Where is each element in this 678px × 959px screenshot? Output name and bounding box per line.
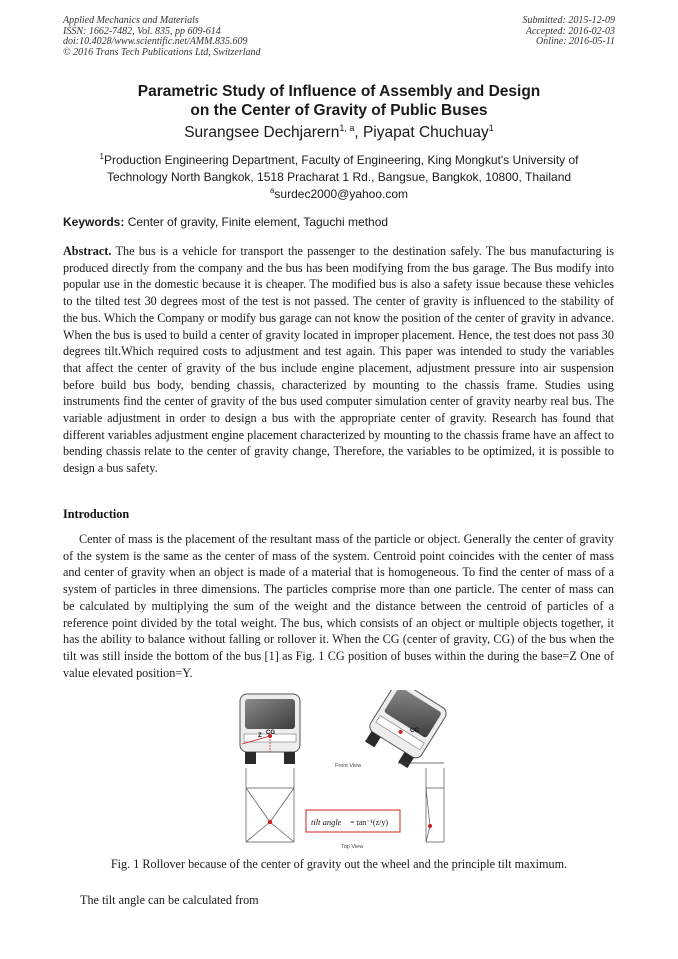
top-view-right [426,768,444,842]
abstract-label: Abstract. [63,244,112,258]
author-email [40,186,638,201]
label-z: Z [258,733,262,739]
upright-bus [240,694,300,764]
submitted-date: Submitted: 2015-12-09 [522,15,615,26]
abstract-text: The bus is a vehicle for transport the passenger to the destination safely. The bus manufacturing is produced directly from the company and the bus has been modifying from the bus garage. The Bus modify into popular use in the domestic because it is cheaper. The modified bus is also a safety issue because these vehicles to the tilted test 30 degrees most of the test is not passed. The center of gravity is influenced to the stability of the bus. Which the Company or modify bus garage can not know the position of the center of gravity in advance. When the bus is used to build a center of gravity located in improper placement. Hence, the test does not pass 30 degrees tilt.Which required costs to adjustment and test again. This paper was intended to study the variables that affect the center of gravity of the bus include engine placement, adjustment pressure into air suspension before build bus body, bending chassis, characterized by mounting to the chassis frame. Studies using instruments find the center of gravity of the bus used computer simulation center of gravity nearby real bus. The variable adjustment in order to design a bus with the appropriate center of gravity. Research has found that different variables adjustment engine placement characterized by mounting to the chassis frame have an affect to bending chassis relate to the center of gravity change, Therefore, the variables to be optimized, it is possible to design a bus safety. [63,244,615,476]
top-view-left [246,768,294,842]
formula-lhs: tilt angle [311,817,342,827]
affiliation-sup: 1 [99,152,104,161]
author-2: Piyapat Chuchuay [362,124,489,142]
front-view-label: Front View [335,763,362,769]
keywords-text: Center of gravity, Finite element, Taguchi method [127,215,389,229]
keywords [63,215,623,229]
keywords-label: Keywords: [63,215,125,229]
journal-name: Applied Mechanics and Materials [63,15,199,26]
cg-marker-top-right [428,824,432,828]
cg-marker-top-left [268,820,272,824]
top-view-label: Top View [341,844,364,850]
author-list [40,123,638,142]
author-2-sup: 1 [488,123,494,133]
tilt-angle-intro: The tilt angle can be calculated from [80,893,259,907]
author-separator: , [354,124,363,142]
affiliation-text: Production Engineering Department, Faculty of Engineering, King Mongkut's University of Technology North Bangkok, 1518 Pracharat 1 Rd., Bangsue, Bangkok, 10800, Thailand [103,153,579,184]
journal-info [63,16,261,58]
issn-line: ISSN: 1662-7482, Vol. 835, pp 609-614 [63,25,221,37]
figure-caption: Fig. 1 Rollover because of the center of gravity out the wheel and the principle tilt maximum. [110,857,568,871]
title-line-1: Parametric Study of Influence of Assembly and Design [137,83,541,100]
affiliation [70,149,608,185]
copyright-line: © 2016 Trans Tech Publications Ltd, Switzerland [63,46,261,58]
author-1: Surangsee Dechjarern [184,124,340,142]
email-sup: a [269,186,275,195]
author-1-sup: 1, a [339,123,355,133]
paper-title [40,82,638,120]
introduction-heading: Introduction [63,507,130,521]
formula-rhs: = tan⁻¹(z/y) [350,818,389,827]
submission-dates [523,16,616,48]
introduction-text: Center of mass is the placement of the resultant mass of the particle or object. Generally the center of gravity of the system is the same as the center of mass of the system. Centroid point coincides with the center of mass and center of gravity when an object is made of a material that is homogeneous. To find the center of mass of a system of particles in three dimensions. The particles comprise more than one particle. The center of mass can be calculated by multiplying the sum of the weight and the distance between the centroid of particles of a reference point divided by the total weight. The bus, which consists of an object or multiple objects together, it has the ability to balance without falling or rollover it. When the CG (center of gravity, CG) of the bus when the tilt was still inside the bottom of the bus [1] as Fig. 1 CG position of buses within the during the base=Z One of value elevated position=Y. [63,532,614,680]
tilted-bus [361,690,449,771]
title-line-2: on the Center of Gravity of Public Buses [190,102,488,119]
email-address[interactable]: surdec2000@yahoo.com [274,187,409,201]
figure-1 [230,690,470,852]
figure-1-diagram [230,690,470,852]
abstract [63,243,614,477]
accepted-date: Accepted: 2016-02-03 [525,25,615,37]
doi-line: doi:10.4028/www.scientific.net/AMM.835.609 [63,36,248,48]
label-cg-right: CG [410,728,419,734]
label-cg-left: CG [266,730,275,736]
online-date: Online: 2016-05-11 [536,36,615,48]
